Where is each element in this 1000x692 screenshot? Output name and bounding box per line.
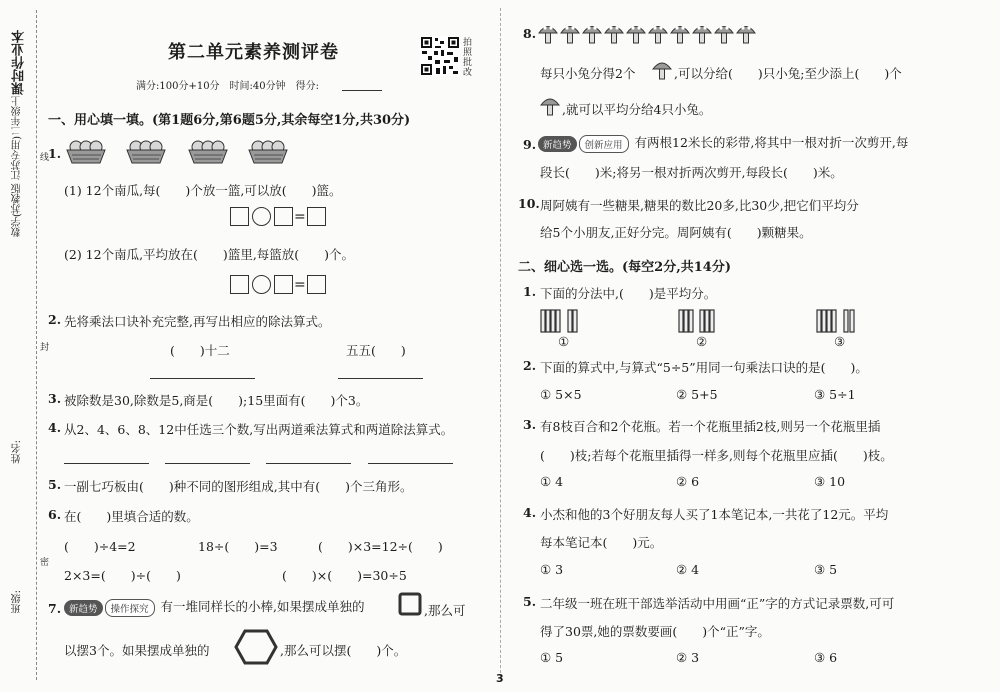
- spine-feng: 封: [40, 343, 50, 353]
- q4-number: 4.: [48, 420, 62, 435]
- c4-option[interactable]: ① 3: [540, 562, 564, 577]
- q8-line-1b: ,可以分给( )只小兔;至少添上( )个: [674, 66, 902, 81]
- c1-option-label: ①: [558, 334, 570, 349]
- q9-number: 9.: [523, 137, 537, 152]
- c5-option[interactable]: ① 5: [540, 650, 564, 665]
- q1-part-a: (1) 12个南瓜,每( )个放一篮,可以放( )篮。: [64, 183, 342, 198]
- c5-option[interactable]: ② 3: [676, 650, 700, 665]
- q7-text-3: 以摆3个。如果摆成单独的: [64, 643, 210, 658]
- q5-text: 一副七巧板由( )种不同的图形组成,其中有( )个三角形。: [64, 479, 413, 494]
- q2-answer-line-2[interactable]: [338, 378, 423, 379]
- q7-line-1: [64, 597, 365, 617]
- q8-line-1a: 每只小兔分得2个: [540, 66, 636, 81]
- c1-option-label: ③: [834, 334, 846, 349]
- c4-number: 4.: [523, 505, 537, 520]
- q1-part-b: (2) 12个南瓜,平均放在( )篮里,每篮放( )个。: [64, 247, 355, 262]
- square-shape-icon: [398, 592, 422, 616]
- sticks-option-2[interactable]: [676, 308, 726, 334]
- q4-text: 从2、4、6、8、12中任选三个数,写出两道乘法算式和两道除法算式。: [64, 422, 454, 437]
- c4-line-2: 每本笔记本( )元。: [540, 535, 663, 550]
- q5-number: 5.: [48, 477, 62, 492]
- c5-line-2: 得了30票,她的票数要画( )个“正”字。: [540, 624, 770, 639]
- q8-number: 8.: [523, 26, 537, 41]
- q2-right-rhyme: 五五( ): [346, 343, 406, 358]
- q1-number: 1.: [48, 146, 62, 161]
- q4-answer-line-3[interactable]: [266, 463, 351, 464]
- c4-line-1: 小杰和他的3个好朋友每人买了1本笔记本,一共花了12元。平均: [540, 507, 889, 522]
- q7-text-2: ,那么可: [424, 603, 466, 618]
- spine-class-label: 班级:: [12, 590, 23, 614]
- page-number: 3: [496, 672, 504, 685]
- q3-number: 3.: [48, 391, 62, 406]
- qr-code[interactable]: [420, 36, 460, 76]
- q2-text: 先将乘法口诀补充完整,再写出相应的除法算式。: [64, 314, 331, 329]
- q8-line-2: ,就可以平均分给4只小兔。: [562, 102, 712, 117]
- c2-option[interactable]: ① 5×5: [540, 387, 582, 402]
- c5-line-1: 二年级一班在班干部选举活动中用画“正”字的方式记录票数,可可: [540, 596, 895, 611]
- q6-item[interactable]: ( )÷4=2: [64, 539, 136, 554]
- mushroom-icon: [652, 58, 672, 82]
- score-meta: 满分:100分+10分 时间:40分钟 得分:: [136, 81, 320, 92]
- c3-option[interactable]: ③ 10: [814, 474, 846, 489]
- binding-line: [36, 10, 37, 680]
- c2-option[interactable]: ③ 5÷1: [814, 387, 856, 402]
- sticks-option-3[interactable]: [814, 308, 864, 334]
- c3-line-2: ( )枝;若每个花瓶里插得一样多,则每个花瓶里应插( )枝。: [540, 448, 893, 463]
- q2-number: 2.: [48, 312, 62, 327]
- c4-option[interactable]: ③ 5: [814, 562, 838, 577]
- q4-answer-line-4[interactable]: [368, 463, 453, 464]
- mushroom-icon: [540, 94, 560, 118]
- q1-equation-a[interactable]: =: [230, 207, 326, 226]
- q6-text: 在( )里填合适的数。: [64, 509, 199, 524]
- c1-text: 下面的分法中,( )是平均分。: [540, 286, 717, 301]
- c4-option[interactable]: ② 4: [676, 562, 700, 577]
- q6-number: 6.: [48, 507, 62, 522]
- q7-number: 7.: [48, 601, 62, 616]
- new-trend-badge: 新趋势: [64, 600, 103, 616]
- pumpkin-baskets-image: [64, 138, 294, 166]
- score-blank[interactable]: [342, 90, 382, 91]
- sticks-option-1[interactable]: [538, 308, 588, 334]
- q4-answer-line-1[interactable]: [64, 463, 149, 464]
- c1-option-label: ②: [696, 334, 708, 349]
- c1-number: 1.: [523, 284, 537, 299]
- q6-item[interactable]: ( )×( )=30÷5: [282, 568, 407, 583]
- q7-text-4: ,那么可以摆( )个。: [280, 643, 407, 658]
- c5-number: 5.: [523, 594, 537, 609]
- c3-option[interactable]: ② 6: [676, 474, 700, 489]
- q6-item[interactable]: 2×3=( )÷( ): [64, 568, 181, 583]
- q6-item[interactable]: ( )×3=12÷( ): [318, 539, 443, 554]
- qr-caption: 拍 照 批 改: [463, 38, 473, 78]
- c2-number: 2.: [523, 358, 537, 373]
- q10-line-1: 周阿姨有一些糖果,糖果的数比20多,比30少,把它们平均分: [540, 198, 859, 213]
- section2-heading: 二、细心选一选。(每空2分,共14分): [518, 260, 731, 275]
- spine-book-subtitle: 数学(苏教版 江苏专用)二年级上: [12, 96, 23, 237]
- q1-equation-b[interactable]: =: [230, 275, 326, 294]
- q6-item[interactable]: 18÷( )=3: [198, 539, 278, 554]
- q4-answer-line-2[interactable]: [165, 463, 250, 464]
- spine-book-title: 课时作业本: [12, 30, 27, 95]
- spine-name-label: 姓名:: [12, 440, 23, 464]
- c3-line-1: 有8枝百合和2个花瓶。若一个花瓶里插2枝,则另一个花瓶里插: [540, 419, 881, 434]
- spine-mi: 密: [40, 558, 50, 568]
- operation-badge: 操作探究: [105, 599, 155, 617]
- c3-option[interactable]: ① 4: [540, 474, 564, 489]
- q9-line-2: 段长( )米;将另一根对折两次剪开,每段长( )米。: [540, 165, 843, 180]
- section1-heading: 一、用心填一填。(第1题6分,第6题5分,其余每空1分,共30分): [48, 113, 411, 128]
- hexagon-shape-icon: [234, 628, 278, 666]
- q2-left-rhyme: ( )十二: [170, 343, 230, 358]
- spine-xian: 线: [40, 153, 50, 163]
- c2-text: 下面的算式中,与算式“5÷5”用同一句乘法口诀的是( )。: [540, 360, 868, 375]
- c2-option[interactable]: ② 5+5: [676, 387, 718, 402]
- q10-line-2: 给5个小朋友,正好分完。周阿姨有( )颗糖果。: [540, 225, 812, 240]
- mushrooms-image: [538, 20, 758, 50]
- c5-option[interactable]: ③ 6: [814, 650, 838, 665]
- q7-text-1: 有一堆同样长的小棒,如果摆成单独的: [160, 599, 365, 614]
- page-title: 第二单元素养测评卷: [168, 42, 339, 63]
- q10-number: 10.: [518, 196, 540, 211]
- page-divider: [500, 8, 501, 673]
- new-trend-badge: 新趋势: [538, 136, 577, 152]
- q3-text: 被除数是30,除数是5,商是( );15里面有( )个3。: [64, 393, 369, 408]
- innovation-badge: 创新应用: [579, 135, 629, 153]
- q9-line-1: 新趋势 创新应用 有两根12米长的彩带,将其中一根对折一次剪开,每: [538, 133, 908, 153]
- c3-number: 3.: [523, 417, 537, 432]
- q2-answer-line-1[interactable]: [150, 378, 255, 379]
